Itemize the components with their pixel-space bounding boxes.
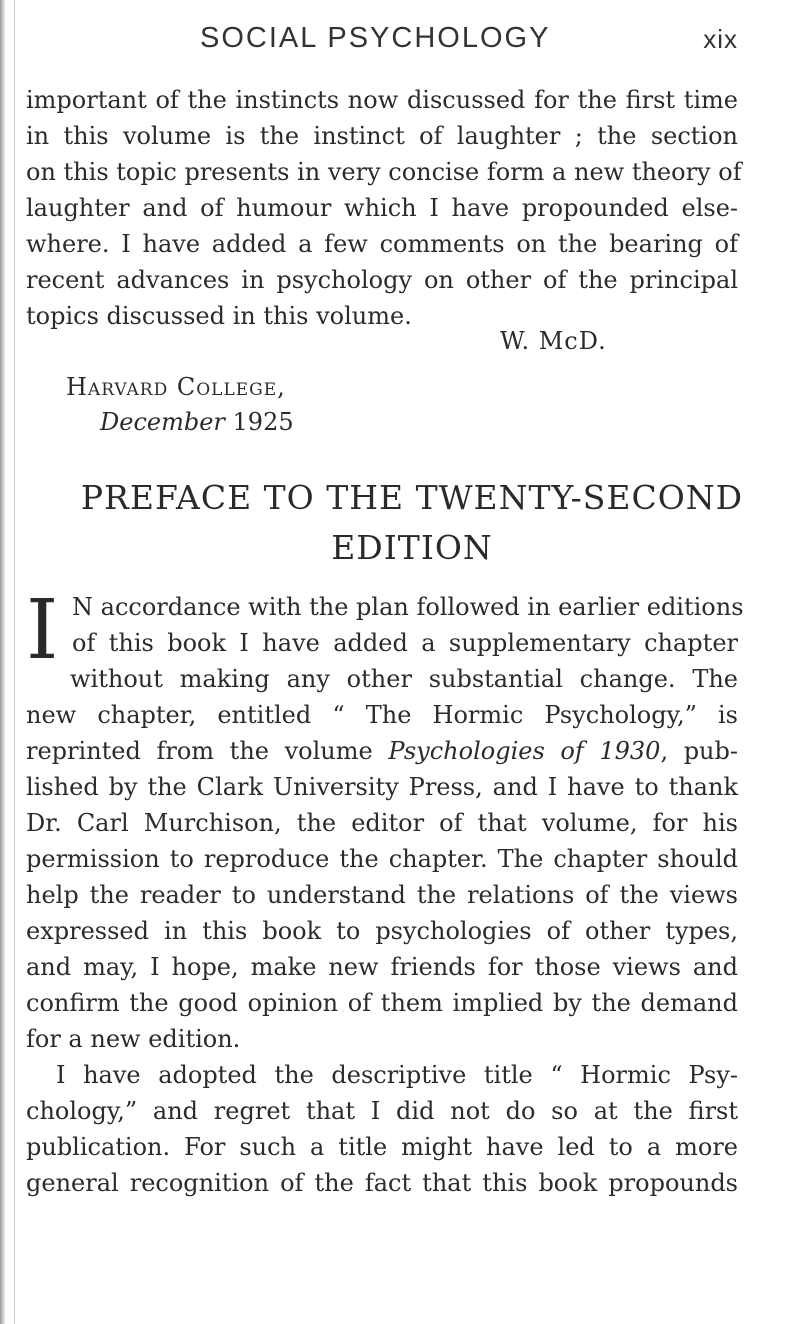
text-line: on this topic presents in very concise form a new theory of: [26, 158, 742, 186]
text-line: permission to reproduce the chapter. The chapter should: [26, 845, 738, 873]
running-title: SOCIAL PSYCHOLOGY: [200, 22, 551, 54]
page-gutter-shadow: [0, 0, 6, 1324]
text-line: recent advances in psychology on other of the principal: [26, 266, 738, 294]
cited-book-title: Psychologies of 1930: [388, 737, 661, 765]
signature-place: Harvard College,: [66, 373, 286, 401]
running-head: [0, 22, 800, 62]
text-line: of this book I have added a supplementary chapter: [72, 629, 738, 657]
text-line: for a new edition.: [26, 1025, 241, 1053]
text-line: publication. For such a title might have led to a more: [26, 1133, 738, 1161]
text-line: expressed in this book to psychologies of other types,: [26, 917, 738, 945]
preface-closing-paragraph: [26, 82, 742, 334]
signature-date: [100, 408, 294, 436]
text-line-with-title: [26, 733, 738, 769]
text-line: Dr. Carl Murchison, the editor of that volume, for his: [26, 809, 738, 837]
page-number: xix: [703, 24, 738, 54]
text-line: I have adopted the descriptive title “ Hormic Psy-: [56, 1061, 738, 1089]
preface-paragraph-1: [26, 583, 744, 1201]
section-heading-continued: EDITION: [331, 528, 493, 567]
section-heading: PREFACE TO THE TWENTY-SECOND: [80, 478, 744, 517]
text-line: where. I have added a few comments on the bearing of: [26, 230, 738, 258]
text-fragment: reprinted from the volume: [26, 737, 373, 765]
text-line: chology,” and regret that I did not do so at the first: [26, 1097, 738, 1125]
author-signature: W. McD.: [500, 327, 607, 355]
text-line: in this volume is the instinct of laughter ; the section: [26, 122, 738, 150]
text-line: help the reader to understand the relations of the views: [26, 881, 738, 909]
text-line: N accordance with the plan followed in earlier editions: [72, 593, 744, 621]
drop-cap: I: [26, 583, 59, 678]
text-line: lished by the Clark University Press, and I have to thank: [26, 773, 738, 801]
text-line: without making any other substantial change. The: [70, 665, 738, 693]
signature-month: December: [100, 408, 225, 436]
text-line: confirm the good opinion of them implied by the demand: [26, 989, 738, 1017]
page-gutter-edge: [14, 0, 15, 1324]
text-line: topics discussed in this volume.: [26, 302, 412, 330]
text-line: general recognition of the fact that this book propounds: [26, 1169, 738, 1197]
text-line: important of the instincts now discussed for the first time: [26, 86, 738, 114]
text-line: and may, I hope, make new friends for those views and: [26, 953, 738, 981]
text-line: laughter and of humour which I have propounded else-: [26, 194, 738, 222]
text-fragment: , pub-: [660, 737, 738, 765]
signature-year: 1925: [232, 408, 294, 436]
text-line: new chapter, entitled “ The Hormic Psychology,” is: [26, 701, 738, 729]
